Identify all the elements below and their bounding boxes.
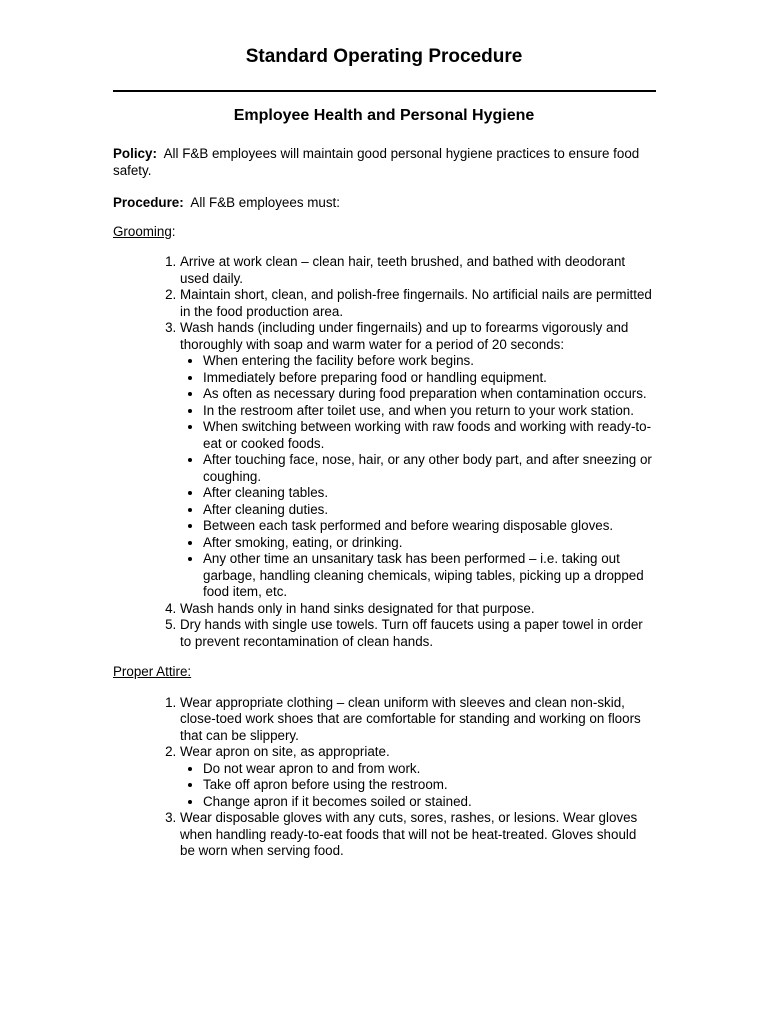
- procedure-text: All F&B employees must:: [190, 195, 340, 210]
- list-item: • Take off apron before using the restroom.: [203, 777, 653, 794]
- handwash-bullets-list: [180, 353, 653, 601]
- list-item: • When switching between working with raw foods and working with ready-to-eat or cooked foods.: [203, 419, 653, 452]
- list-item: • Change apron if it becomes soiled or stained.: [203, 794, 653, 811]
- list-item: [180, 744, 653, 810]
- list-item: 2. Maintain short, clean, and polish-free fingernails. No artificial nails are permitted in the food production area.: [180, 287, 653, 320]
- list-item: 5. Dry hands with single use towels. Turn off faucets using a paper towel in order to prevent recontamination of clean hands.: [180, 617, 653, 650]
- list-item: 1. Wear appropriate clothing – clean uniform with sleeves and clean non-skid, close-toed work shoes that are comfortable for standing and working on floors that can be slippery.: [180, 695, 653, 745]
- apron-bullets-list: [180, 761, 653, 811]
- document-title: Standard Operating Procedure: [245, 46, 523, 67]
- title-divider: [113, 90, 656, 92]
- list-item: • Do not wear apron to and from work.: [203, 761, 653, 778]
- policy-label: Policy:: [113, 146, 157, 161]
- document-subtitle: Employee Health and Personal Hygiene: [233, 107, 535, 124]
- list-item: • After smoking, eating, or drinking.: [203, 535, 653, 552]
- procedure-paragraph: [113, 195, 653, 212]
- attire-steps-list: [113, 695, 653, 860]
- list-item: • As often as necessary during food preparation when contamination occurs.: [203, 386, 653, 403]
- attire-heading: Proper Attire:: [113, 664, 192, 679]
- document-body: [113, 146, 653, 860]
- list-item: 3. Wear disposable gloves with any cuts, sores, rashes, or lesions. Wear gloves when handling ready-to-eat foods that will not be heat-treated. Gloves should be worn when serving food.: [180, 810, 653, 860]
- list-item: • After cleaning duties.: [203, 502, 653, 519]
- apron-step-text: Wear apron on site, as appropriate.: [180, 744, 390, 759]
- procedure-label: Procedure:: [113, 195, 184, 210]
- list-item: • When entering the facility before work begins.: [203, 353, 653, 370]
- list-item: • Between each task performed and before wearing disposable gloves.: [203, 518, 653, 535]
- list-item: • After touching face, nose, hair, or any other body part, and after sneezing or coughing.: [203, 452, 653, 485]
- grooming-steps-list: [113, 254, 653, 650]
- list-item: [180, 320, 653, 601]
- list-item: 4. Wash hands only in hand sinks designated for that purpose.: [180, 601, 653, 618]
- grooming-heading: [113, 224, 653, 241]
- grooming-heading-text: Grooming: [113, 223, 172, 239]
- list-item: • Immediately before preparing food or handling equipment.: [203, 370, 653, 387]
- list-item: 1. Arrive at work clean – clean hair, teeth brushed, and bathed with deodorant used daily.: [180, 254, 653, 287]
- list-item: • After cleaning tables.: [203, 485, 653, 502]
- list-item: • Any other time an unsanitary task has been performed – i.e. taking out garbage, handling cleaning chemicals, wiping tables, picking up a dropped food item, etc.: [203, 551, 653, 601]
- handwash-step-text: Wash hands (including under fingernails) and up to forearms vigorously and thoroughly with soap and warm water for a period of 20 seconds:: [180, 320, 629, 352]
- list-item: • In the restroom after toilet use, and when you return to your work station.: [203, 403, 653, 420]
- policy-text: All F&B employees will maintain good personal hygiene practices to ensure food safety.: [113, 146, 640, 178]
- grooming-heading-colon: :: [171, 223, 176, 239]
- policy-paragraph: [113, 146, 653, 179]
